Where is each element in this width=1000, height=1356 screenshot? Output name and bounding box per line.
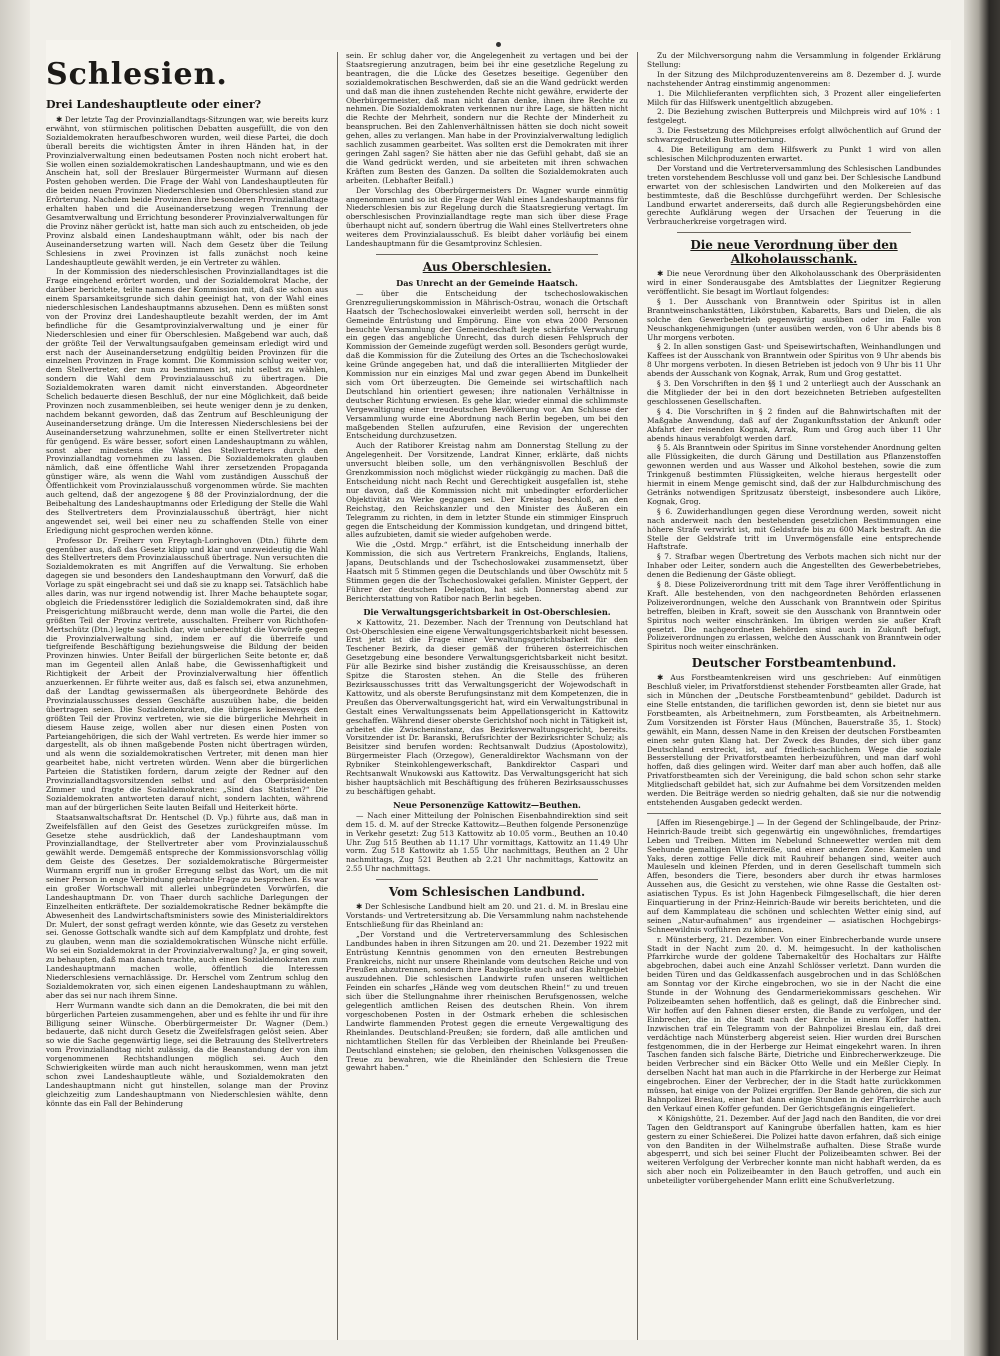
article-paragraph: 1. Die Milchlieferanten verpflichten sich, 3 Prozent aller eingelieferten Milch für das Hilfswerk unentgeltlich abzugeben.	[647, 88, 941, 107]
section-divider	[647, 813, 941, 814]
section-heading-forst: Deutscher Forstbeamtenbund.	[691, 656, 897, 671]
article-paragraph: ✱ Der letzte Tag der Provinziallandtags-Sitzungen war, wie bereits kurz erwähnt, von stürmischen politischen Debatten ausgefüllt, die von den Sozialdemokraten heraufbeschworen wurden, weil diese Partei, die doch überall bereits die wichtigsten Ämter in ihren Händen hat, in der Provinzialverwaltung einen bedeutsamen Posten noch nicht erobert hat. Sie wollen einen sozialdemokratischen Landeshauptmann, und wie es den Anschein hat, soll der Breslauer Bürgermeister Wurmann auf diesen Posten gehoben werden. Die Frage der Wahl von Landeshauptleuten für die beiden neuen Provinzen Niederschlesien und Oberschlesien stand zur Erörterung. Nachdem beide Provinzen ihre besonderen Provinziallandtage erhalten haben und die Auseinandersetzung wegen Trennung der Gesamtverwaltung und Errichtung besonderer Provinzialverwaltungen für die Provinz näher gerückt ist, hatte man sich auch zu entscheiden, ob jede Provinz alsbald einen Landeshauptmann wählt, oder bis nach der Auseinandersetzung warten will. Nach dem Gesetz über die Teilung Schlesiens in zwei Provinzen ist falls zunächst noch keine Landeshauptleute gewählt werden, je ein Vertreter zu wählen.	[46, 115, 328, 267]
article-subheading: Neue Personenzüge Kattowitz—Beuthen.	[393, 799, 581, 810]
article-paragraph: § 4. Die Vorschriften in § 2 finden auf die Bahnwirtschaften mit der Maßgabe Anwendung, daß auf der Zugankunftsstation der Ankunft oder Abfahrt der reisenden Kognak, Arrak, Rum und Grog auch über 11 Uhr abends hinaus verabfolgt werden darf.	[647, 406, 941, 443]
section-title: Schlesien.	[46, 57, 228, 92]
section-heading-landbund: Vom Schlesischen Landbund.	[388, 885, 586, 900]
article-subheading: Die Verwaltungsgerichtsbarkeit in Ost-Oberschlesien.	[363, 606, 611, 617]
article-paragraph: — Nach einer Mitteilung der Polnischen Eisenbahndirektion sind seit dem 15. d. M. auf der Strecke Kattowitz—Beuthen folgende Personenzüge in Verkehr gesetzt: Zug 513 Kattowitz ab 10.05 vorm., Beuthen an 10.40 Uhr. Zug 515 Beuthen ab 11.17 Uhr vormittags, Kattowitz an 11.49 Uhr vorm. Zug 518 Kattowitz ab 1.55 Uhr nachmittags, Beuthen an 2 Uhr nachmittags, Zug 521 Beuthen ab 2.21 Uhr nachmittags, Kattowitz an 2.55 Uhr nachmittags.	[346, 810, 628, 874]
article-paragraph: „Der Vorstand und die Vertreterversammlung des Schlesischen Landbundes haben in ihren Sitzungen am 20. und 21. Dezember 1922 mit Entrüstung Kenntnis genommen von den erneuten Bestrebungen Frankreichs, nicht nur unsere Rheinlande vom deutschen Reiche und von Preußen abzutrennen, sondern ihre Raubgelüste auch auf das Ruhrgebiet auszudehnen. Die schlesischen Landwirte rufen unseren weltlichen Feinden ein scharfes „Hände weg vom deutschen Rhein!“ zu und treuen sich über die Stellungnahme ihrer rheinischen Berufsgenossen, welche gelegentlich amtlichen Reisen des deutschen Rhein. Von ihrem vorgeschobenen Posten in der Ostmark erheben die schlesischen Landwirte flammenden Protest gegen die erneute Vergewaltigung des Rheinlandes. Deutschland-Preußen; sie fordern, daß alle amtlichen und nichtamtlichen Stellen für das Verbleiben der Rheinlande bei Preußen-Deutschland einstehen; sie geloben, den rheinischen Volksgenossen die Treue zu bewahren, wie die Rheinländer den Schlesiern die Treue gewahrt haben.“	[346, 929, 628, 1073]
article-paragraph: § 2. In allen sonstigen Gast- und Speisewirtschaften, Weinhandlungen und Kaffees ist der Ausschank von Branntwein oder Spiritus von 9 Uhr abends bis 8 Uhr morgens verboten. In diesen Betrieben ist jedoch von 9 Uhr bis 11 Uhr abends der Ausschank von Kognak, Arrak, Rum und Grog gestattet.	[647, 342, 941, 379]
article-paragraph: Auch der Ratiborer Kreistag nahm am Donnerstag Stellung zu der Angelegenheit. Der Vorsitzende, Landrat Kinner, erklärte, daß nichts unversucht bleiben solle, um den verhängnisvollen Beschluß der Grenzkommission noch möglichst wieder rückgängig zu machen. Daß die Entscheidung nicht nach Recht und Gerechtigkeit ausgefallen ist, stehe nur davon, daß die Kommission nicht mit unbedingter erforderlicher Objektivität zu Werke gegangen sei. Der Kreistag beschloß, an den Reichstag, den Reichskanzler und den Minister des Äußeren ein Telegramm zu richten, in dem in letzter Stunde ein stimmiger Einspruch gegen die Entscheidung der Kommission kundgetan, und dringend bittet, alles aufzubieten, damit sie wieder aufgehoben werde.	[346, 441, 628, 540]
article-paragraph: ✱ Der Schlesische Landbund hielt am 20. und 21. d. M. in Breslau eine Vorstands- und Vertretersitzung ab. Die Versammlung nahm nachstehende Entschließung für das Rheinland an:	[346, 902, 628, 929]
section-heading-oberschlesien: Aus Oberschlesien.	[422, 259, 552, 274]
article-paragraph: ✕ Kattowitz, 21. Dezember. Nach der Trennung von Deutschland hat Ost-Oberschlesien eine eigene Verwaltungsgerichtsbarkeit nicht besessen. Erst jetzt ist die Frage einer Verwaltungsgerichtsbarkeit für den Teschener Bezirk, da dieser gemäß der früheren österreichischen Gesetzgebung eine besondere Verwaltungsgerichtsbarkeit nicht besitzt. Für alle Bezirke sind bisher zuständig die Kreisausschüsse, an deren Spitze die Starosten stehen. An die Stelle des früheren Bezirksausschusses tritt das Verwaltungsgericht der Wojewodschaft in Kattowitz, und als oberste Berufungsinstanz mit dem Kompetenzen, die in Preußen das Oberverwaltungsgericht hat, wird ein Verwaltungstribunal in Gestalt eines Verwaltungssenats beim Appellationsgericht in Kattowitz geschaffen. Während dieser oberste Gerichtshof noch nicht in Tätigkeit ist, arbeitet die Zwischeninstanz, das Bezirksverwaltungsgericht, bereits. Vorsitzender ist Dr. Baranski, Berufsrichter der Bezirksrichter Schulz; als Beisitzer sind berufen worden: Rechtsanwalt Dudzius (Apostolowitz), Bürgermeister Flach (Orzegow), Generaldirektor Wachsmann von der Rybniker Steinkohlengewerkschaft, Bankdirektor Caspari und Rechtsanwalt Wnukowski aus Kattowitz. Das Verwaltungsgericht hat sich bisher hauptsächlich mit Beschäftigung des früheren Bezirksausschusses zu beschäftigen gehabt.	[346, 617, 628, 796]
article-paragraph: Professor Dr. Freiherr von Freytagh-Loringhoven (Dtn.) führte dem gegenüber aus, daß das Gesetz klipp und klar und unzweideutig die Wahl des Stellvertreters dem Provinzialausschuß übertrage. Nun versuchten die Sozialdemokraten es mit Angriffen auf die Verwaltung. Sie erhoben dagegen sie und besonders den Landeshauptmann den Vorwurf, daß die Vorlage zu spät eingebracht sei und daß sie zu knapp sei. Tatsächlich habe alles darin, was nur irgend notwendig ist. Ihrer Mache behauptete sogar, obgleich die Friedensstörer lediglich die Sozialdemokraten sind, daß ihre Preisgerichtung mißbraucht werde, denn man wolle die Partei, die den größten Teil der Provinz vertrete, ausschalten. Freiherr von Richthofen-Mertschütz (Dtn.) legte sachlich dar, wie unberechtigt die Vorwürfe gegen die Provinzialverwaltung sind, indem er auf die überreife und tiefgreifende Beschäftigung beziehungsweise die Bildung der beiden Provinzen hinwies. Unter Beifall der bürgerlichen Seite betonte er, daß man im Gegenteil allen Anlaß habe, die Gewissenhaftigkeit und Richtigkeit der Arbeit der Provinzialverwaltung hier öffentlich anzuerkennen. Er führte weiter aus, daß es falsch sei, etwa anzunehmen, daß der Landtag gewissermaßen als übergeordnete Behörde des Provinzialausschusses dessen Geschäfte auszuüben habe, die beiden übertragen seien. Die Sozialdemokraten, die übrigens keineswegs den größten Teil der Provinz vertreten, wie sie die bürgerliche Mehrheit in diesem Hause zeige, wollen aber nur diesen einen Posten von Parteiangehörigen, die sich der Wahl vertreten. Es werde hier immer so dargestellt, als ob ihnen maßgebende Posten nicht übertragen würden, und als wenn die sozialdemokratischen Vertreter, mit denen man hier gearbeitet habe, nicht vertreten würden. Wenn aber die bürgerlichen Parteien die Statistiken fordern, darum zeigte der Redner auf den Provinziallandtagsvorsitzenden selbst und auf den Oberpräsidenten Zimmer und fragte die Sozialdemokraten: „Sind das Statisten?“ Die Sozialdemokraten antworteten darauf nicht, sondern lachten, während man auf der bürgerlichen Seite lauten Beifall und Heiterkeit hörte.	[46, 535, 328, 812]
article-paragraph: § 5. Als Branntwein oder Spiritus im Sinne vorstehender Anordnung gelten alle Flüssigkeiten, die durch Gärung und Destillation aus Pflanzenstoffen gewonnen werden und aus Wasser und Alkohol bestehen, sowie die zum Trinkgenuß bestimmten Flüssigkeiten, welche hieraus hergestellt oder hiermit in einem Menge gemischt sind, daß der zur Halbdurchmischung des Getränks notwendigen Spritzusatz übersteigt, insbesondere auch Liköre, Kognak, Grog.	[647, 443, 941, 506]
binding-hole-mark	[496, 42, 501, 47]
article-paragraph: ✱ Aus Forstbeamtenkreisen wird uns geschrieben: Auf einmütigen Beschluß vieler, im Privatforstdienst stehender Forstbeamten aller Grade, hat sich in München der „Deutsche Forstbeamtenbund“ gebildet. Dadurch ist eine Stelle entstanden, die tariflichen geworden ist, denn sie bietet nur aus Forstbeamten, als Arbeitnehmern, zum Forstbeamten, als Arbeitnehmern. Zum Vorsitzenden ist Förster Haus (München, Bauerstraße 35, 1. Stock) gewählt, ein Mann, dessen Name in den Kreisen der deutschen Forstbeamten einen sehr guten Klang hat. Der Zweck des Bundes, der sich über ganz Deutschland erstreckt, ist, auf friedlich-sachlichem Wege die soziale Besserstellung der Privatforstbeamten herbeizuführen, und man darf wohl hoffen, daß dies gelingen wird. Weiter darf man aber auch hoffen, daß alle Privatforstbeamten sich der Vereinigung, die bald schon schon sehr starke Mitgliedschaft gebildet hat, sich zur Aufnahme bei dem Vorsitzenden melden werden. Die Beiträge werden so niedrig gehalten, daß sie nur die notwendig entstehenden Ausgaben gedeckt werden.	[647, 673, 941, 807]
section-heading-alkohol: Die neue Verordnung über den Alkoholausschank.	[690, 238, 898, 267]
article-paragraph: 4. Die Beteiligung am dem Hilfswerk zu Punkt 1 wird von allen schlesischen Milchproduzenten erwartet.	[647, 145, 941, 163]
article-paragraph: § 8. Diese Polizeiverordnung tritt mit dem Tage ihrer Veröffentlichung in Kraft. Alle bestehenden, von den nachgeordneten Behörden erlassenen Polizeiverordnungen, welche den Ausschank von Branntwein oder Spiritus betreffen, bleiben in Kraft, soweit sie den Ausschank von Branntwein oder Spiritus noch weiter einschränken. Im übrigen werden sie außer Kraft gesetzt. Die nachgeordneten Behörden sind auch in Zukunft befugt, Polizeiverordnungen zu erlassen, welche den Ausschank von Branntwein oder Spiritus noch weiter einschränken.	[647, 580, 941, 652]
page-left-edge	[0, 0, 30, 1356]
article-paragraph: In der Sitzung des Milchproduzentenvereins am 8. Dezember d. J. wurde nachstehender Antrag einstimmig angenommen:	[647, 69, 941, 88]
article-subheading: Das Unrecht an der Gemeinde Haatsch.	[396, 277, 578, 288]
article-paragraph: ✕ Königshütte, 21. Dezember. Auf der Jagd nach den Banditen, die vor drei Tagen den Geldtransport auf Kaningrube überfallen hatten, kam es hier gestern zu einer Schießerei. Die Polizei hatte davon erfahren, daß sich einige von den Banditen in der Wilhelmstraße aufhalten. Diese Straße wurde abgesperrt, und sich bei seiner Flucht der Polizeibeamten schwer. Bei der weiteren Verfolgung der Verbrecher konnte man nicht habhaft werden, da es sich aber noch ein Polizeibeamter in den Bauch getroffen, und auch ein unbeteiligter vorübergehender Mann erlitt eine Schußverletzung.	[647, 1113, 941, 1186]
article-paragraph: sein. Er schlug daher vor, die Angelegenheit zu vertagen und bei der Staatsregierung anzutragen, beim bei ihr eine gesetzliche Regelung zu beantragen, die die Lücke des Gesetzes beseitige. Gegenüber den sozialdemokratischen Beschwerden, daß sie an die Wand gedrückt werden und daß man die ihnen zustehenden Rechte nicht gewähre, erwiderte der Oberbürgermeister, daß man nicht daran denke, ihnen ihre Rechte zu nehmen. Die Sozialdemokraten verkennen nur ihre Lage, sie hätten nicht die Rechte der Mehrheit, sondern nur die Rechte der Minderheit zu beanspruchen. Bei den Zahlenverhältnissen hätten sie doch nicht soweit gehen, alles zu verlangen. Man habe in der Provinzialverwaltung lediglich sachlich zusammen gearbeitet. Was sollten erst die Demokraten mit ihrer geringen Zahl sagen? Sie hätten aber nie das Gefühl gehabt, daß sie an die Wand gedrückt werden, und sie arbeiteten mit ihren schwachen Kräften zum Besten des Ganzen. Da sollten die Sozialdemokraten auch arbeiten. (Lebhafter Beifall.)	[346, 52, 628, 185]
newspaper-page	[46, 40, 951, 1340]
article-paragraph: Staatsanwaltschaftsrat Dr. Hentschel (D. Vp.) führte aus, daß man in Zweifelsfällen auf den Geist des Gesetzes zurückgreifen müsse. Im Gesetze stehe ausdrücklich, daß der Landeshauptmann vom Provinziallandtage, der Stellvertreter aber vom Provinzialausschuß gewählt werde. Demgemäß entspreche der Kommissionsvorschlag völlig dem Geiste des Gesetzes. Der sozialdemokratische Bürgermeister Wurmann ergriff nun in großer Erregung selbst das Wort, um die mit seiner Person in enge Verbindung gebrachte Frage zu besprechen. Es war ein großer Wortschwall mit allerlei unbegründeten Vorwürfen, die Landeshauptmann Dr. von Thaer durch sachliche Darlegungen der Einzelheiten entkräftete. Der sozialdemokratische Redner bekämpfte die Abwesenheit des Landwirtschaftsministers sowie des Ministerialdirektors Dr. Mulert, der sonst gefragt werden könnte, wie das Gesetz zu verstehen sei. Genosse Gottschalk wandte sich auf dem Kampfplatz und drohte, fest zu glauben, wenn man die sozialdemokratischen Wünsche nicht erfülle. Wo sei ein Sozialdemokrat in der Provinzialverwaltung? Ja, er ging soweit, zu behaupten, daß man danach trachte, auch einen Sozialdemokraten zum Landeshauptmann machen wolle, öffentlich die Interessen Niederschlesiens vernachlässige. Dr. Herschel vom Zentrum schlug den Sozialdemokraten vor, sich einen eigenen Landeshauptmann zu wählen, aber das sei nur nach ihrem Sinne.	[46, 812, 328, 1000]
article-paragraph: Wie die „Ostd. Mrgp.“ erfährt, ist die Entscheidung innerhalb der Kommission, die sich aus Vertretern Frankreichs, Englands, Italiens, Japans, Deutschlands und der Tschechoslowakei zusammensetzt, über Haatsch mit 5 Stimmen gegen die Deutschlands und über Owschütz mit 5 Stimmen gegen die der Tschechoslowakei gefallen. Minister Geppert, der Führer der deutschen Delegation, hat sich Donnerstag abend zur Berichterstattung von Ratibor nach Berlin begeben.	[346, 540, 628, 603]
column-3	[647, 52, 941, 1340]
article-paragraph: § 3. Den Vorschriften in den §§ 1 und 2 unterliegt auch der Ausschank an die Mitglieder der bei in den dort bezeichneten Betrieben aufgestellten geschlossenen Gesellschaften.	[647, 379, 941, 406]
article-paragraph: Herr Wurmann wandte sich dann an die Demokraten, die bei mit den bürgerlichen Parteien zusammengehen, aber und es fehlte ihr und für ihre Billigung seiner Wünsche. Oberbürgermeister Dr. Wagner (Dem.) bedauerte, daß nicht durch Gesetz die Zweifelsfragen gelöst seien. Aber so wie die Sache gegenwärtig liege, sei die Betrauung des Stellvertreters vom Provinziallandtag nicht zulässig, da die Beanstandung der von ihm vorgenommenen Rechtshandlungen möglich sei. Auch den Schwierigkeiten würde man auch nicht herauskommen, wenn man jetzt schon zwei Landeshauptleute wähle, und Sozialdemokraten den Landeshauptmann nicht gut hinstellen, solange man der Provinz gleichzeitig zum Landeshauptmann von Niederschlesien wählte, denn könnte das ein Fall der Behinderung	[46, 1000, 328, 1108]
article-paragraph: [Affen im Riesengebirge.] — In der Gegend der Schlingelbaude, der Prinz-Heinrich-Baude treibt sich gegenwärtig ein ungewöhnliches, fremdartiges Leben und Treiben. Mitten im Nebelund Schneewetter werden mit dem Seehunde gemaltigen Winterreiße, und einer anderen Zone: Kamelen und Yaks, deren zottige Felle dick mit Rauhreif behangen sind, weiter auch Mauleseln und kleinen Pferden, und in deren Gesellschaft tummeln sich Affen, besonders die Tiere, besonders aber durch ihr etwas harmloses Aussehen aus, die Gesicht zu verstehen, wie ohne Rasse die Gestalten ost-asiatischen Typus. Es ist John Hagenbeck Filmgesellschaft, die hier deren Einquartierung in der Prinz-Heinrich-Baude wir bereits berichteten, und die auf dem Kammplateau die schönen und schlechten Wetter einig sind, auf seinen „Natur-aufnahmen“ aus irgendeiner — asiatischen Hochgebirgs-Schneewildnis vorführen zu können.	[647, 817, 941, 934]
section-divider	[376, 879, 598, 880]
article-paragraph: 2. Die Beziehung zwischen Butterpreis und Milchpreis wird auf 10% : 1 festgelegt.	[647, 107, 941, 126]
article-headline: Drei Landeshauptleute oder einer?	[46, 98, 262, 111]
article-paragraph: In der Kommission des niederschlesischen Provinziallandtages ist die Frage eingehend erörtert worden, und der Sozialdemokrat Mache, der darüber berichtete, teilte namens der Kommission mit, daß sie schon aus einem Sparsamkeitsgrunde sich dahin geeinigt hat, von der Wahl eines niederschlesischen Landeshauptmanns abzusehen. Denn es müßten sonst von der Provinz drei Landeshauptleute bezahlt werden, der im Amt befindliche für die Gesamtprovinzialverwaltung und je einer für Niederschlesien und einer für Oberschlesien. Maßgebend war auch, daß der größte Teil der Verwaltungsaufgaben gemeinsam erledigt wird und erst nach der Auseinandersetzung endgültig beiden Provinzen für die einzelnen Provinzen in Frage kommt. Die Kommission schlug weiter vor, dem Stellvertreter, der nun zu bestimmen ist, nicht selbst zu wählen, sondern die Wahl dem Provinzialausschuß zu übertragen. Die Sozialdemokraten waren damit nicht einverstanden. Abgeordneter Schelich bedauerte diesen Beschluß, der nur eine Möglichkeit, daß beide Provinzen noch zusammenbleiben, sei heute weniger denn je zu denken, nachdem bekannt geworden, daß das Zentrum auf Beschleunigung der Auseinandersetzung dränge. Um die Interessen Niederschlesiens bei der Auseinandersetzung wahrzunehmen, sollte er einen Stellvertreter nicht für genügend. Es wäre besser, sofort einen Landeshauptmann zu wählen, sonst aber mindestens die Wahl des Stellvertreters durch den Provinziallandtag vornehmen zu lassen. Die Sozialdemokraten glauben nämlich, daß eine öffentliche Wahl ihrer zersetzenden Propaganda günstiger wäre, als wenn die Wahl vom zuständigen Ausschuß der Öffentlichkeit vom Provinzialausschuß vorgenommen würde. Sie machten auch geltend, daß der angezogene § 88 der Provinzialordnung, der die Beibehaltung des Landeshauptmanns oder Erledigung der Stelle die Wahl des Stellvertreters dem Provinzialausschuß überträgt, hier nicht angewendet sei, weil bei einer neu zu schaffenden Stelle von einer Erledigung nicht gesprochen werden könne.	[46, 267, 328, 535]
column-rule-2	[637, 52, 638, 1340]
column-2	[346, 52, 628, 1340]
article-paragraph: § 7. Strafbar wegen Übertretung des Verbots machen sich nicht nur der Inhaber oder Leiter, sondern auch die Angestellten des Gewerbebetriebes, denen die Bedienung der Gäste obliegt.	[647, 552, 941, 580]
article-paragraph: — über die Entscheidung der tschechoslowakischen Grenzregulierungskommission in Mährisch-Ostrau, wonach die Ortschaft Haatsch der Tschechoslowakei einverleibt werden soll, herrscht in der Gemeinde Entrüstung und Empörung. Eine von etwa 2000 Personen besuchte Versammlung der Gemeindeschaft legte schärfste Verwahrung ein gegen das angebliche Unrecht, das durch diesen Fehlspruch der Kommission der Gemeinde zugefügt werden soll. Besonders gerügt wurde, daß die Kommission für die Zuteilung des Ortes an die Tschechoslowakei keine Gründe angegeben hat, und daß die interalliierten Mitglieder der Kommission nur ein einziges Mal und zwar gegen Abend im Dunkelheit sich vom Ort überzeugten. Die Gemeinde sei wirtschaftlich nach Deutschland hin orientiert gewesen; ihre nationalen Verhältnisse in deutscher Richtung erwiesen. Es gehe klar, wieder einmal die schlimmste Vergewaltigung einer treudeutschen Bevölkerung vor. Am Schlusse der Versammlung wurde eine Abordnung nach Berlin begeben, um bei den maßgebenden Stellen aufzurufen, eine Revision der ungerechten Entscheidung durchzusetzen.	[346, 288, 628, 441]
column-rule-1	[337, 52, 338, 1340]
article-paragraph: § 6. Zuwiderhandlungen gegen diese Verordnung werden, soweit nicht nach anderweit nach den bestehenden gesetzlichen Bestimmungen eine höhere Strafe verwirkt ist, mit Geldstrafe bis zu 600 Mark bestraft. An die Stelle der Geldstrafe tritt im Unvermögensfalle eine entsprechende Haftstrafe.	[647, 506, 941, 552]
page-binding-shadow	[964, 0, 1000, 1356]
section-divider	[677, 232, 911, 233]
column-1	[46, 52, 328, 1340]
article-paragraph: Der Vorstand und die Vertreterversammlung des Schlesischen Landbundes treten vorstehendem Beschlusse voll und ganz bei. Der Schlesische Landbund erwartet von der schlesischen Landwirten und den Molkereien auf das bestimmteste, daß die Beschlüsse durchgeführt werden. Der Schlesische Landbund erwartet andererseits, daß durch alle Regierungsbehörden eine gerechte Aufklärung wegen der Ursachen der Teuerung in die Verbraucherkreise vorgetragen wird.	[647, 163, 941, 227]
article-paragraph: 3. Die Festsetzung des Milchpreises erfolgt allwöchentlich auf Grund der schwarzgedruckten Butternotierung.	[647, 126, 941, 145]
article-paragraph: ✱ Die neue Verordnung über den Alkoholausschank des Oberpräsidenten wird in einer Sonderausgabe des Amtsblattes der Liegnitzer Regierung veröffentlicht. Sie besagt im Wortlaut folgendes:	[647, 269, 941, 297]
section-divider	[376, 254, 598, 255]
article-paragraph: § 1. Der Ausschank von Branntwein oder Spiritus ist in allen Branntweinschankstätten, Likörstuben, Kabaretts, Bars und Dielen, die als solche den Gewerbebetrieb gegenwärtig ausüben oder im Falle von Neuschankgenehmigungen (unter ausüben werden, von 6 Uhr abends bis 8 Uhr morgens verboten.	[647, 296, 941, 342]
article-paragraph: r. Münsterberg, 21. Dezember. Von einer Einbrecherbande wurde unsere Stadt in der Nacht zum 20. d. M. heimgesucht. In der katholischen Pfarrkirche wurde der goldene Tabernakeltür des Hochaltars zur Hälfte abgebrochen, dabei auch eine Anzahl Schlösser verletzt. Dann wurden die beiden Türen und das Geldkassenfach ausgebrochen und in das Schlößchen am Sonntag vor der Kirche eingebrochen, wo sie in der Nacht die eine Stunde in der Wohnung des Gendarmeriekommissars geschehen. Wir Polizeibeamten sehen hoffentlich, daß es gelingt, daß die Einbrecher sind. Wir hoffen auf den Fahnen dieser ersten, die Bande zu verfolgen, und der Einbrecher, die in die Stadt nach der Kirche in einem Koffer hatten. Inzwischen traf ein Telegramm von der Bahnpolizei Breslau ein, daß drei verdächtige nach Münsterberg abgereist seien. Hier wurden drei Burschen festgenommen, die in der Herberge zur Heimat eingekehrt waren. In ihren Taschen fanden sich falsche Bärte, Dietriche und Einbrecherwerkzeuge. Die beiden Verbrecher sind ein Bäcker Otto Welle und ein Meßler Cieply. In derselben Nacht hat man auch in die Pfarrkirche in der Herberge zur Heimat eingebrochen. Einer der Verbrecher, der in die Stadt hatte zurückkommen müssen, hat einige von der Polizei ergriffen. Der Bande gehören, die sich zur Bahnpolizei Breslau, einer hat dann einige Stunden in der Pfarrkirche auch den Verkauf einen Koffer gefunden. Der Gerichtsgefängnis eingeliefert.	[647, 934, 941, 1113]
article-paragraph: Zu der Milchversorgung nahm die Versammlung in folgender Erklärung Stellung:	[647, 52, 941, 69]
article-paragraph: Der Vorschlag des Oberbürgermeisters Dr. Wagner wurde einmütig angenommen und so ist die Frage der Wahl eines Landeshauptmanns für Niederschlesien bis zur Regelung durch die Staatsregierung vertagt. Im oberschlesischen Provinziallandtage regte man sich über diese Frage überhaupt nicht auf, sondern übertrug die Wahl eines Stellvertreters ohne weiteres dem Provinzialausschuß. Es bleibt daher vorläufig bei einem Landeshauptmann für die Gesamtprovinz Schlesien.	[346, 185, 628, 249]
